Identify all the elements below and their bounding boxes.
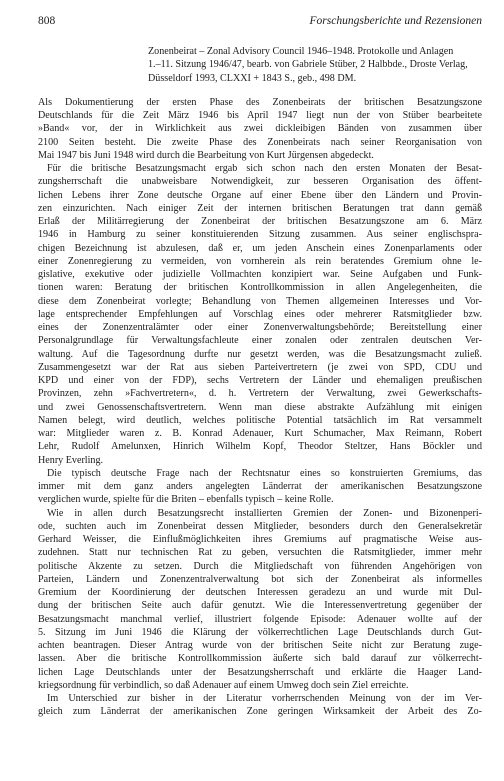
- body-paragraph: [38, 692, 482, 719]
- text-line: lichen Lage Deutschlands unter der Besatzungsherrschaft und erklärte die Haager Land-: [38, 666, 482, 678]
- review-body: [38, 96, 482, 719]
- text-line: lassen. Aber die britische Kontrollkommission äußerte sich bald darauf zur völkerrecht-: [38, 653, 482, 665]
- text-line: tionen waren: Beratung der britischen Kontrollkommission in allen Angelegenheiten, die: [38, 282, 482, 294]
- text-line: waltung. Auf die Tagesordnung durfte nur gesetzt werden, was die Besatzungsmacht zuließ.: [38, 348, 482, 360]
- text-line: Lehr, Rudolf Amelunxen, Hinrich Wilhelm Kopf, Theodor Steltzer, Hans Böckler und: [38, 441, 482, 453]
- text-line: diese dem Zonenbeirat vorlegte; Behandlung von Themen allgemeinen Interesses und Vor-: [38, 295, 482, 307]
- text-line: Provinzen, zehn »Fachvertretern«, d. h. Vertretern der Verwaltung, zwei Gewerkschafts-: [38, 388, 482, 400]
- page-number: 808: [38, 15, 56, 27]
- text-line: zen einzurichten. Nach einiger Zeit der internen britischen Beratungen trat dann gemäß: [38, 202, 482, 214]
- text-line: dung der britischen Seite auch dafür genutzt. Wie die Interessenvertretung gegenüber der: [38, 600, 482, 612]
- text-line: Henry Everling.: [38, 454, 104, 466]
- running-title: Forschungsberichte und Rezensionen: [309, 15, 482, 27]
- citation-line: 1.–11. Sitzung 1946/47, bearb. von Gabriele Stüber, 2 Halbbde., Droste Verlag,: [148, 59, 468, 71]
- text-line: KPD und einer von der FDP), sechs Vertretern der Länder und ehemaligen preußischen: [38, 375, 482, 386]
- text-line: Als Dokumentierung der ersten Phase des Zonenbeirats der britischen Besatzungszone: [38, 96, 482, 108]
- text-line: eines der Zonenzentralämter oder einer Zonenverwaltungsbehörde; Bereitstellung einer: [38, 322, 482, 333]
- text-line: Personalgrundlage für Verwaltungsfachleute einer zonalen oder zentralen deutschen Ver-: [38, 335, 482, 347]
- text-line: war: Mitglieder waren z. B. Konrad Adenauer, Kurt Schumacher, Max Reimann, Robert: [38, 428, 482, 439]
- citation-line: Düsseldorf 1993, CLXXI + 1843 S., geb., 498 DM.: [148, 72, 357, 84]
- text-line: Zusammengesetzt war der Rat aus sieben Parteivertretern (je zwei von SPD, CDU und: [38, 361, 482, 373]
- text-line: Gerhard Weisser, die Einflußmöglichkeiten ihres Gremiums auf pragmatische Weise aus-: [38, 534, 482, 545]
- text-line: politische Akzente zu setzen. Durch die Mitgliedschaft von führenden Angehörigen von: [38, 560, 482, 572]
- text-line: achten beantragen. Dieser Antrag wurde von der britischen Seite nicht zur Beratung zuge-: [38, 640, 482, 651]
- book-citation: [148, 45, 482, 85]
- text-line: lage entsprechender Empfehlungen auf Vorschlag eines oder mehrerer Ratsmitglieder bzw.: [38, 308, 482, 320]
- text-line: Namen belegt, wird deutlich, welches politische Potential tatsächlich im Rat versammelt: [38, 414, 482, 426]
- text-line: Erlaß der Militärregierung der Zonenbeirat der britischen Besatzungszone am 6. März: [38, 216, 482, 227]
- text-line: Besatzungsmacht manchmal verlief, illustriert folgende Episode: Adenauer wollte auf der: [38, 613, 482, 625]
- body-paragraph: [38, 507, 482, 693]
- text-line: 5. Sitzung im Juni 1946 die Klärung der völkerrechtlichen Lage Deutschlands durch Gut-: [38, 626, 482, 638]
- text-line: 2100 Seiten besteht. Die zweite Phase des Zonenbeirats nach seiner Reorganisation von: [38, 136, 482, 148]
- text-line: verglichen wurde, spielte für die Briten – ebenfalls typisch – keine Rolle.: [38, 494, 334, 506]
- text-line: Die typisch deutsche Frage nach der Rechtsnatur eines so konstruierten Gremiums, das: [47, 467, 482, 479]
- text-line: zungsherrschaft die unabweisbare Notwendigkeit, zur besseren Organisation des öffent-: [38, 176, 482, 188]
- text-line: lichen Lebens ihrer Zone deutsche Organe auf einer Ebene über den Ländern und Provin-: [38, 189, 482, 201]
- text-line: gislative, exekutive oder judizielle Vollmachten konzipiert war. Seine Aufgaben und Funk-: [38, 269, 482, 280]
- text-line: Im Unterschied zur bisher in der Literatur vorherrschenden Meinung von der im Ver-: [47, 693, 482, 704]
- citation-line: Zonenbeirat – Zonal Advisory Council 1946–1948. Protokolle und Anlagen: [148, 46, 454, 57]
- page-header: [38, 14, 482, 28]
- text-line: Wie in allen durch Besatzungsrecht installierten Gremien der Zonen- und Bizonenperi-: [47, 507, 482, 519]
- text-line: »Band« vor, der in Wirklichkeit aus zwei dickleibigen Bänden von zusammen über: [38, 123, 482, 135]
- text-line: und zwei Genossenschaftsvertretern. Wenn man diese abstrakte Aufzählung mit einigen: [38, 401, 482, 413]
- text-line: einer Zonenregierung zu vermeiden, von vornherein als rein beratendes Gremium ohne le-: [38, 255, 482, 267]
- text-line: 1946 in Hamburg zu seiner konstituierenden Sitzung zusammen. Aus seiner englischspra-: [38, 229, 482, 241]
- text-line: Parteien, Ländern und Zonenzentralverwaltung bot sich der Zonenbeirat als informelles: [38, 573, 482, 585]
- text-line: ode, suchten auch im Zonenbeirat dessen Mitglieder, besonders durch den Generalsekretär: [38, 520, 482, 532]
- body-paragraph: [38, 467, 482, 507]
- text-line: Deutschlands für die Zeit März 1946 bis April 1947 liegt nun der von Stüber bearbeitete: [38, 110, 482, 121]
- text-line: Gremium der Koordinierung der deutschen Interessen geradezu an und wurde mit Dul-: [38, 587, 482, 598]
- text-line: zudehnen. Statt nur technischen Rat zu geben, versuchten die Ratsmitglieder, immer mehr: [38, 547, 482, 559]
- text-line: Mai 1947 bis Juni 1948 wird durch die Bearbeitung von Kurt Jürgensen abgedeckt.: [38, 149, 374, 161]
- body-paragraph: [38, 162, 482, 467]
- body-paragraph: [38, 96, 482, 162]
- text-line: immer mit dem ganz anders angelegten Länderrat der amerikanischen Besatzungszone: [38, 481, 482, 492]
- text-line: chigen Bezeichnung ist abzulesen, daß er, um jeden Anschein eines Zonenparlaments oder: [38, 242, 482, 254]
- text-line: gleich zum Länderrat der amerikanischen Zone geringen Wirksamkeit der Arbeit des Zo-: [38, 706, 482, 718]
- text-line: Für die britische Besatzungsmacht ergab sich schon nach den ersten Monaten der Besat-: [47, 163, 482, 174]
- text-line: kriegsordnung für verbindlich, so daß Adenauer auf einem Umweg doch sein Ziel erreichte.: [38, 679, 409, 691]
